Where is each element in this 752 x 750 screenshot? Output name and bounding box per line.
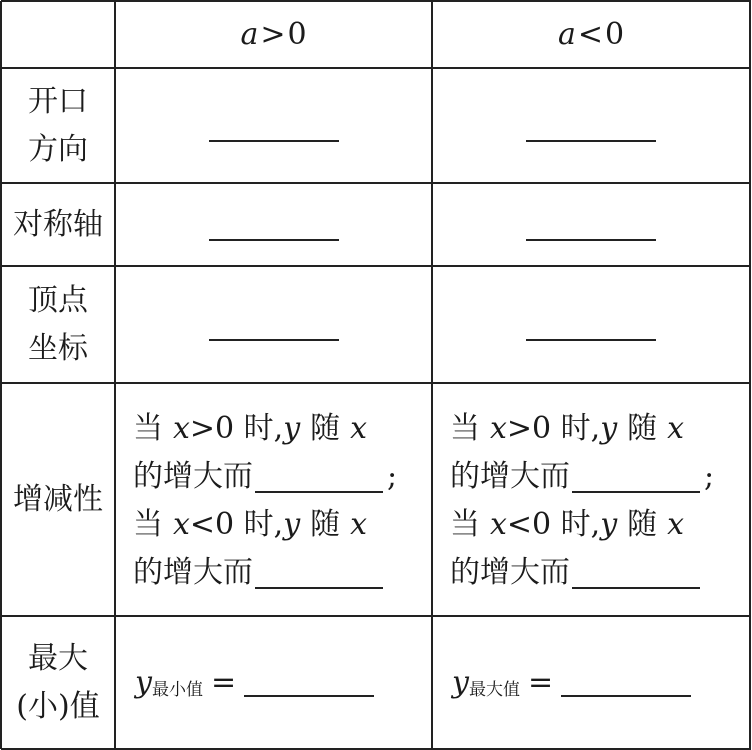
mono-text: 的增大而 [133,555,253,590]
vertex-label-line2: 坐标 [28,330,88,366]
answer-blank[interactable] [244,695,374,697]
mono-text: 随 [310,507,341,542]
monotonic-label: 增减性 [13,481,103,517]
answer-blank[interactable] [209,339,339,341]
header-a-negative [432,1,750,68]
mono-text: 当 [133,411,163,446]
mono-line3 [450,501,684,549]
mono-text: 随 [627,411,658,446]
extreme-subscript: 最大值 [468,680,520,700]
mono-line4 [450,549,700,597]
answer-blank[interactable] [526,140,656,142]
mono-semicolon: ; [387,459,398,494]
answer-blank[interactable] [561,695,691,697]
extreme-label-line1: 最大 [28,640,88,676]
mono-var-x: x [173,411,190,446]
mono-var-x: x [667,411,685,446]
answer-blank[interactable] [526,339,656,341]
mono-var-x: x [350,411,368,446]
mono-text: <0 时, [506,507,601,542]
vertex-label-line1: 顶点 [28,282,88,318]
answer-blank[interactable] [255,587,383,589]
extreme-a-positive [115,616,432,749]
header-b-num: 0 [604,17,625,52]
extreme-equals: = [527,665,554,700]
mono-text: 的增大而 [450,459,570,494]
mono-var-x: x [667,507,685,542]
mono-text: >0 时, [189,411,284,446]
answer-blank[interactable] [209,239,339,241]
mono-text: 随 [627,507,658,542]
opening-blank-a-negative[interactable] [432,68,750,183]
mono-text: 随 [310,411,341,446]
vertex-blank-a-negative[interactable] [432,266,750,383]
mono-text: 的增大而 [133,459,253,494]
axis-blank-a-negative[interactable] [432,183,750,266]
extreme-subscript: 最小值 [151,680,203,700]
mono-var-y: y [600,507,618,542]
header-b-var: a [557,17,576,52]
row-label-monotonic [1,383,115,616]
header-a-num: 0 [287,17,307,52]
monotonic-a-negative [432,383,750,616]
extreme-var-y: y [452,665,469,700]
header-a-var: a [240,17,259,52]
answer-blank[interactable] [526,239,656,241]
mono-text: <0 时, [189,507,284,542]
extreme-label-line2: (小)值 [16,688,100,724]
header-a-positive [115,1,432,68]
mono-text: >0 时, [506,411,601,446]
mono-line1 [450,405,684,453]
mono-line2 [450,453,714,501]
extreme-a-negative [432,616,750,749]
opening-label-line1: 开口 [28,83,88,119]
answer-blank[interactable] [209,140,339,142]
axis-label: 对称轴 [13,206,103,242]
mono-line3 [133,501,367,549]
mono-var-x: x [490,411,507,446]
mono-var-x: x [173,507,190,542]
mono-var-y: y [283,507,301,542]
opening-label-line2: 方向 [28,131,88,167]
row-label-extreme [1,616,115,749]
mono-text: 的增大而 [450,555,570,590]
answer-blank[interactable] [572,587,700,589]
header-b-cmp: < [577,17,603,52]
opening-blank-a-positive[interactable] [115,68,432,183]
mono-text: 当 [450,507,480,542]
mono-var-x: x [490,507,507,542]
mono-var-y: y [600,411,618,446]
extreme-var-y: y [135,665,152,700]
answer-blank[interactable] [572,491,700,493]
vertex-blank-a-positive[interactable] [115,266,432,383]
mono-line4 [133,549,383,597]
header-a-cmp: > [260,17,286,52]
mono-text: 当 [450,411,480,446]
mono-text: 当 [133,507,163,542]
row-label-opening [1,68,115,183]
monotonic-a-positive [115,383,432,616]
mono-var-x: x [350,507,368,542]
answer-blank[interactable] [255,491,383,493]
row-label-vertex [1,266,115,383]
row-label-axis [1,183,115,266]
mono-line1 [133,405,367,453]
mono-semicolon: ; [704,459,715,494]
extreme-equals: = [210,665,237,700]
mono-var-y: y [283,411,301,446]
mono-line2 [133,453,397,501]
axis-blank-a-positive[interactable] [115,183,432,266]
